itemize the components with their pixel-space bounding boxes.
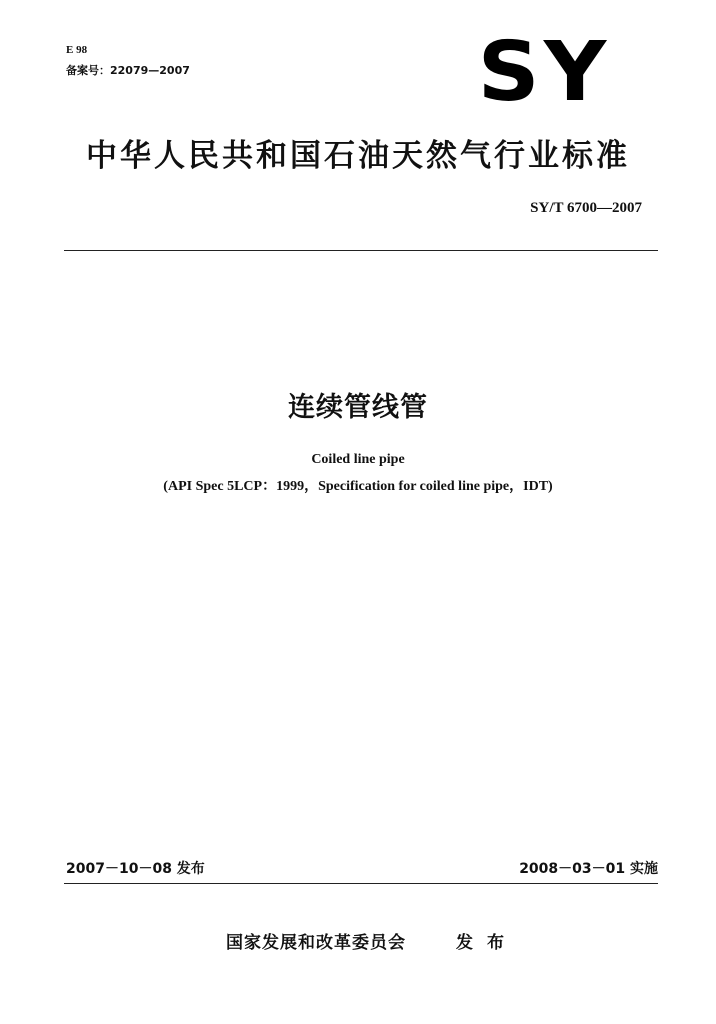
top-divider [64, 250, 658, 251]
document-title-cn: 连续管线管 [288, 392, 428, 423]
issue-action: 发布 [456, 933, 518, 953]
document-title-en: Coiled line pipe [311, 452, 405, 467]
standard-number: SY/T 6700—2007 [530, 200, 642, 216]
publish-date: 2007－10－08 发布 [66, 861, 205, 877]
issuing-authority: 国家发展和改革委员会 [226, 933, 406, 953]
effective-date: 2008－03－01 实施 [519, 861, 658, 877]
category-title: 中华人民共和国石油天然气行业标准 [86, 138, 630, 174]
adoption-note: (API Spec 5LCP：1999，Specification for coiled line pipe，IDT) [163, 479, 553, 494]
record-number: 备案号：22079—2007 [66, 64, 190, 77]
bottom-divider [64, 883, 658, 884]
classification-code: E 98 [66, 44, 88, 56]
sy-logo: SY [477, 25, 611, 120]
